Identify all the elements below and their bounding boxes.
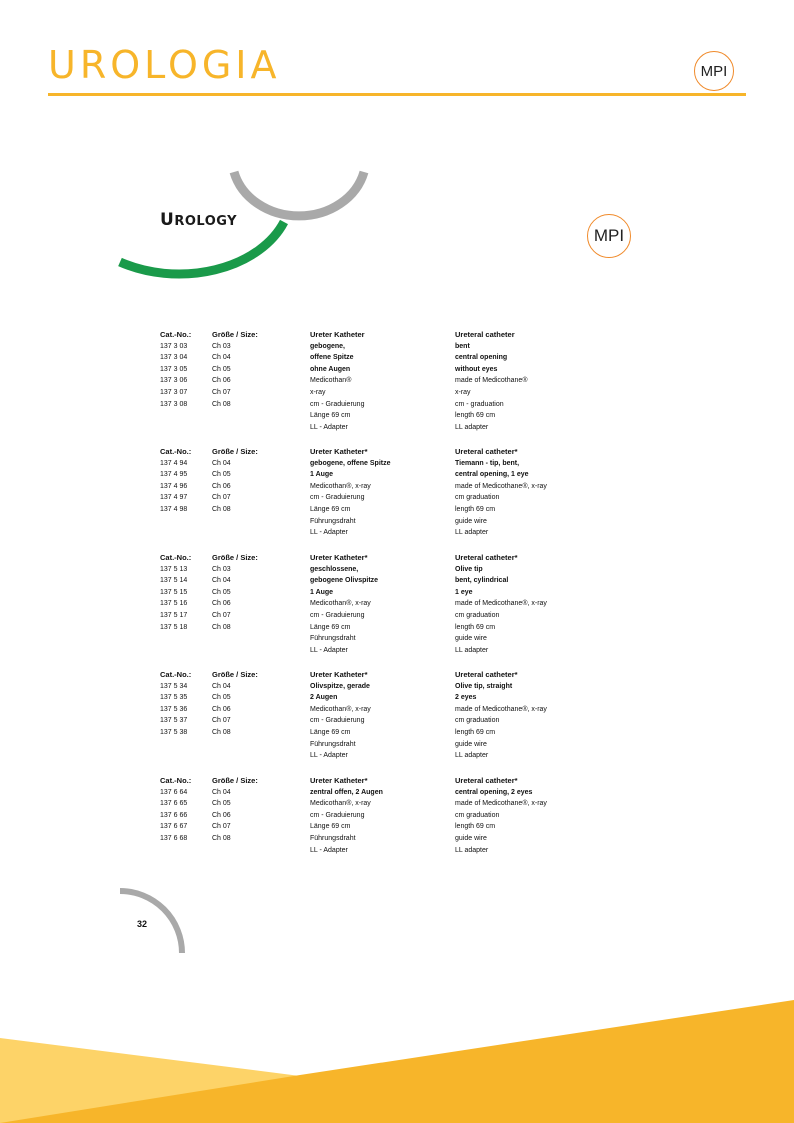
table-row	[160, 587, 580, 599]
gray-arc-bottom	[120, 891, 182, 953]
size-cell: Ch 04	[212, 788, 231, 796]
cat-no-cell: 137 5 36	[160, 705, 188, 713]
german-header: Ureter Katheter*	[310, 447, 368, 456]
english-description: length 69 cm	[455, 823, 496, 831]
table-row	[160, 810, 580, 822]
english-description: made of Medicothane®, x-ray	[455, 800, 547, 808]
cat-no-cell: 137 3 08	[160, 400, 188, 408]
size-cell: Ch 08	[212, 400, 231, 408]
cat-no-cell: 137 6 65	[160, 800, 188, 808]
table-row	[160, 645, 580, 657]
english-description: Olive tip	[455, 565, 483, 573]
cat-no-cell: 137 3 04	[160, 354, 188, 362]
table-row	[160, 341, 580, 353]
english-description: guide wire	[455, 834, 487, 842]
german-description: Medicothan®	[310, 377, 352, 385]
english-description: cm graduation	[455, 611, 500, 619]
german-description: Führungsdraht	[310, 740, 356, 748]
english-description: x-ray	[455, 388, 471, 396]
english-description: central opening, 2 eyes	[455, 788, 533, 796]
table-row	[160, 715, 580, 727]
size-cell: Ch 05	[212, 800, 231, 808]
german-description: gebogene Olivspitze	[310, 577, 379, 585]
english-description: made of Medicothane®, x-ray	[455, 705, 547, 713]
cat-no-cell: 137 3 05	[160, 365, 188, 373]
table-row	[160, 422, 580, 434]
table-row	[160, 375, 580, 387]
size-cell: Ch 07	[212, 388, 231, 396]
mpi-logo-icon: MPI	[694, 51, 734, 91]
table-row	[160, 845, 580, 857]
size-cell: Ch 06	[212, 600, 231, 608]
german-description: Medicothan®, x-ray	[310, 600, 371, 608]
english-description: length 69 cm	[455, 505, 496, 513]
german-description: LL - Adapter	[310, 752, 348, 760]
gray-arc-top	[234, 172, 364, 216]
size-header: Größe / Size:	[212, 447, 258, 456]
german-header: Ureter Katheter	[310, 330, 365, 339]
english-description: made of Medicothane®, x-ray	[455, 600, 547, 608]
cat-no-header: Cat.-No.:	[160, 670, 192, 679]
size-cell: Ch 06	[212, 811, 231, 819]
size-header: Größe / Size:	[212, 553, 258, 562]
size-cell: Ch 05	[212, 694, 231, 702]
english-description: length 69 cm	[455, 412, 496, 420]
english-header: Ureteral catheter	[455, 330, 515, 339]
cat-no-cell: 137 5 13	[160, 565, 188, 573]
size-cell: Ch 05	[212, 365, 231, 373]
english-description: without eyes	[455, 365, 498, 373]
table-row	[160, 739, 580, 751]
size-header: Größe / Size:	[212, 670, 258, 679]
cat-no-cell: 137 4 97	[160, 494, 188, 502]
english-header: Ureteral catheter*	[455, 553, 518, 562]
english-description: cm graduation	[455, 811, 500, 819]
catalog-group	[160, 329, 580, 433]
german-description: cm - Graduierung	[310, 611, 365, 619]
german-description: gebogene,	[310, 342, 346, 350]
cat-no-cell: 137 5 18	[160, 623, 188, 631]
footer-wave	[0, 980, 794, 1123]
table-row	[160, 787, 580, 799]
german-description: Führungsdraht	[310, 517, 356, 525]
german-description: Medicothan®, x-ray	[310, 705, 371, 713]
english-description: LL adapter	[455, 752, 489, 760]
german-description: Länge 69 cm	[310, 623, 351, 631]
english-description: cm graduation	[455, 717, 500, 725]
size-cell: Ch 06	[212, 705, 231, 713]
table-row	[160, 750, 580, 762]
cat-no-cell: 137 3 07	[160, 388, 188, 396]
section-title-initial: U	[160, 210, 175, 230]
german-description: gebogene, offene Spitze	[310, 459, 391, 467]
english-description: LL adapter	[455, 846, 489, 854]
german-description: Länge 69 cm	[310, 505, 351, 513]
catalog-group	[160, 446, 580, 539]
table-row	[160, 410, 580, 422]
cat-no-cell: 137 5 35	[160, 694, 188, 702]
english-description: LL adapter	[455, 646, 489, 654]
english-description: made of Medicothane®	[455, 377, 528, 385]
table-row	[160, 798, 580, 810]
english-description: 1 eye	[455, 588, 473, 596]
german-description: LL - Adapter	[310, 423, 348, 431]
cat-no-header: Cat.-No.:	[160, 776, 192, 785]
table-row	[160, 481, 580, 493]
cat-no-cell: 137 6 68	[160, 834, 188, 842]
english-description: LL adapter	[455, 529, 489, 537]
cat-no-cell: 137 5 14	[160, 577, 188, 585]
german-description: cm - Graduierung	[310, 811, 365, 819]
size-cell: Ch 05	[212, 471, 231, 479]
table-row	[160, 704, 580, 716]
table-row	[160, 692, 580, 704]
table-row	[160, 821, 580, 833]
page-number: 32	[137, 919, 148, 929]
size-cell: Ch 08	[212, 728, 231, 736]
cat-no-header: Cat.-No.:	[160, 330, 192, 339]
german-description: Führungsdraht	[310, 635, 356, 643]
size-cell: Ch 04	[212, 459, 231, 467]
table-row	[160, 469, 580, 481]
table-row	[160, 610, 580, 622]
size-cell: Ch 08	[212, 505, 231, 513]
table-row	[160, 575, 580, 587]
table-row	[160, 681, 580, 693]
cat-no-cell: 137 4 98	[160, 505, 188, 513]
table-row	[160, 492, 580, 504]
table-row	[160, 527, 580, 539]
english-description: guide wire	[455, 635, 487, 643]
german-description: cm - Graduierung	[310, 400, 365, 408]
english-header: Ureteral catheter*	[455, 670, 518, 679]
english-description: bent, cylindrical	[455, 577, 509, 585]
german-description: LL - Adapter	[310, 529, 348, 537]
section-title-rest: ROLOGY	[174, 214, 238, 229]
english-description: central opening, 1 eye	[455, 471, 529, 479]
section-title	[160, 210, 237, 230]
german-description: Länge 69 cm	[310, 728, 351, 736]
cat-no-cell: 137 5 38	[160, 728, 188, 736]
german-header: Ureter Katheter*	[310, 776, 368, 785]
german-description: ohne Augen	[310, 365, 351, 373]
size-cell: Ch 05	[212, 588, 231, 596]
english-description: cm graduation	[455, 494, 500, 502]
size-cell: Ch 07	[212, 494, 231, 502]
english-description: Tiemann - tip, bent,	[455, 459, 520, 467]
size-cell: Ch 07	[212, 611, 231, 619]
german-description: 1 Auge	[310, 471, 334, 479]
cat-no-cell: 137 6 67	[160, 823, 188, 831]
german-description: geschlossene,	[310, 565, 359, 573]
english-description: cm - graduation	[455, 400, 504, 408]
german-description: Medicothan®, x-ray	[310, 800, 371, 808]
table-row	[160, 352, 580, 364]
cat-no-cell: 137 3 06	[160, 377, 188, 385]
cat-no-header: Cat.-No.:	[160, 553, 192, 562]
size-cell: Ch 03	[212, 565, 231, 573]
table-row	[160, 516, 580, 528]
table-row	[160, 458, 580, 470]
german-description: Olivspitze, gerade	[310, 682, 370, 690]
german-description: x-ray	[310, 388, 326, 396]
size-header: Größe / Size:	[212, 330, 258, 339]
cat-no-cell: 137 3 03	[160, 342, 188, 350]
size-cell: Ch 07	[212, 823, 231, 831]
table-row	[160, 564, 580, 576]
page-title: UROLOGIA	[48, 43, 281, 87]
cat-no-cell: 137 4 95	[160, 471, 188, 479]
english-description: central opening	[455, 354, 508, 362]
table-row	[160, 387, 580, 399]
size-cell: Ch 06	[212, 377, 231, 385]
size-cell: Ch 07	[212, 717, 231, 725]
table-row	[160, 622, 580, 634]
english-description: 2 eyes	[455, 694, 477, 702]
english-description: LL adapter	[455, 423, 489, 431]
german-description: 2 Augen	[310, 694, 338, 702]
english-description: bent	[455, 342, 470, 350]
group-header	[160, 329, 580, 341]
english-description: made of Medicothane®, x-ray	[455, 482, 547, 490]
german-description: Führungsdraht	[310, 834, 356, 842]
table-row	[160, 598, 580, 610]
cat-no-cell: 137 6 64	[160, 788, 188, 796]
english-header: Ureteral catheter*	[455, 447, 518, 456]
cat-no-cell: 137 5 17	[160, 611, 188, 619]
cat-no-cell: 137 4 94	[160, 459, 188, 467]
group-header	[160, 446, 580, 458]
size-cell: Ch 03	[212, 342, 231, 350]
english-description: Olive tip, straight	[455, 682, 513, 690]
table-row	[160, 504, 580, 516]
group-header	[160, 775, 580, 787]
cat-no-header: Cat.-No.:	[160, 447, 192, 456]
german-description: offene Spitze	[310, 354, 354, 362]
cat-no-cell: 137 6 66	[160, 811, 188, 819]
cat-no-cell: 137 5 15	[160, 588, 188, 596]
mpi-logo-icon: MPI	[587, 214, 631, 258]
catalog-group	[160, 552, 580, 656]
german-description: 1 Auge	[310, 588, 334, 596]
english-description: guide wire	[455, 517, 487, 525]
english-description: guide wire	[455, 740, 487, 748]
size-cell: Ch 06	[212, 482, 231, 490]
cat-no-cell: 137 4 96	[160, 482, 188, 490]
german-description: Länge 69 cm	[310, 412, 351, 420]
group-header	[160, 552, 580, 564]
group-header	[160, 669, 580, 681]
english-description: length 69 cm	[455, 623, 496, 631]
cat-no-cell: 137 5 16	[160, 600, 188, 608]
cat-no-cell: 137 5 37	[160, 717, 188, 725]
german-description: LL - Adapter	[310, 646, 348, 654]
german-description: Medicothan®, x-ray	[310, 482, 371, 490]
german-description: Länge 69 cm	[310, 823, 351, 831]
cat-no-cell: 137 5 34	[160, 682, 188, 690]
german-description: cm - Graduierung	[310, 717, 365, 725]
size-cell: Ch 04	[212, 577, 231, 585]
size-header: Größe / Size:	[212, 776, 258, 785]
size-cell: Ch 08	[212, 623, 231, 631]
size-cell: Ch 04	[212, 354, 231, 362]
english-header: Ureteral catheter*	[455, 776, 518, 785]
size-cell: Ch 08	[212, 834, 231, 842]
german-header: Ureter Katheter*	[310, 553, 368, 562]
english-description: length 69 cm	[455, 728, 496, 736]
german-header: Ureter Katheter*	[310, 670, 368, 679]
table-row	[160, 633, 580, 645]
table-row	[160, 399, 580, 411]
table-row	[160, 364, 580, 376]
german-description: LL - Adapter	[310, 846, 348, 854]
table-row	[160, 727, 580, 739]
table-row	[160, 833, 580, 845]
german-description: zentral offen, 2 Augen	[310, 788, 383, 796]
size-cell: Ch 04	[212, 682, 231, 690]
german-description: cm - Graduierung	[310, 494, 365, 502]
catalog-group	[160, 669, 580, 762]
catalog-group	[160, 775, 580, 856]
